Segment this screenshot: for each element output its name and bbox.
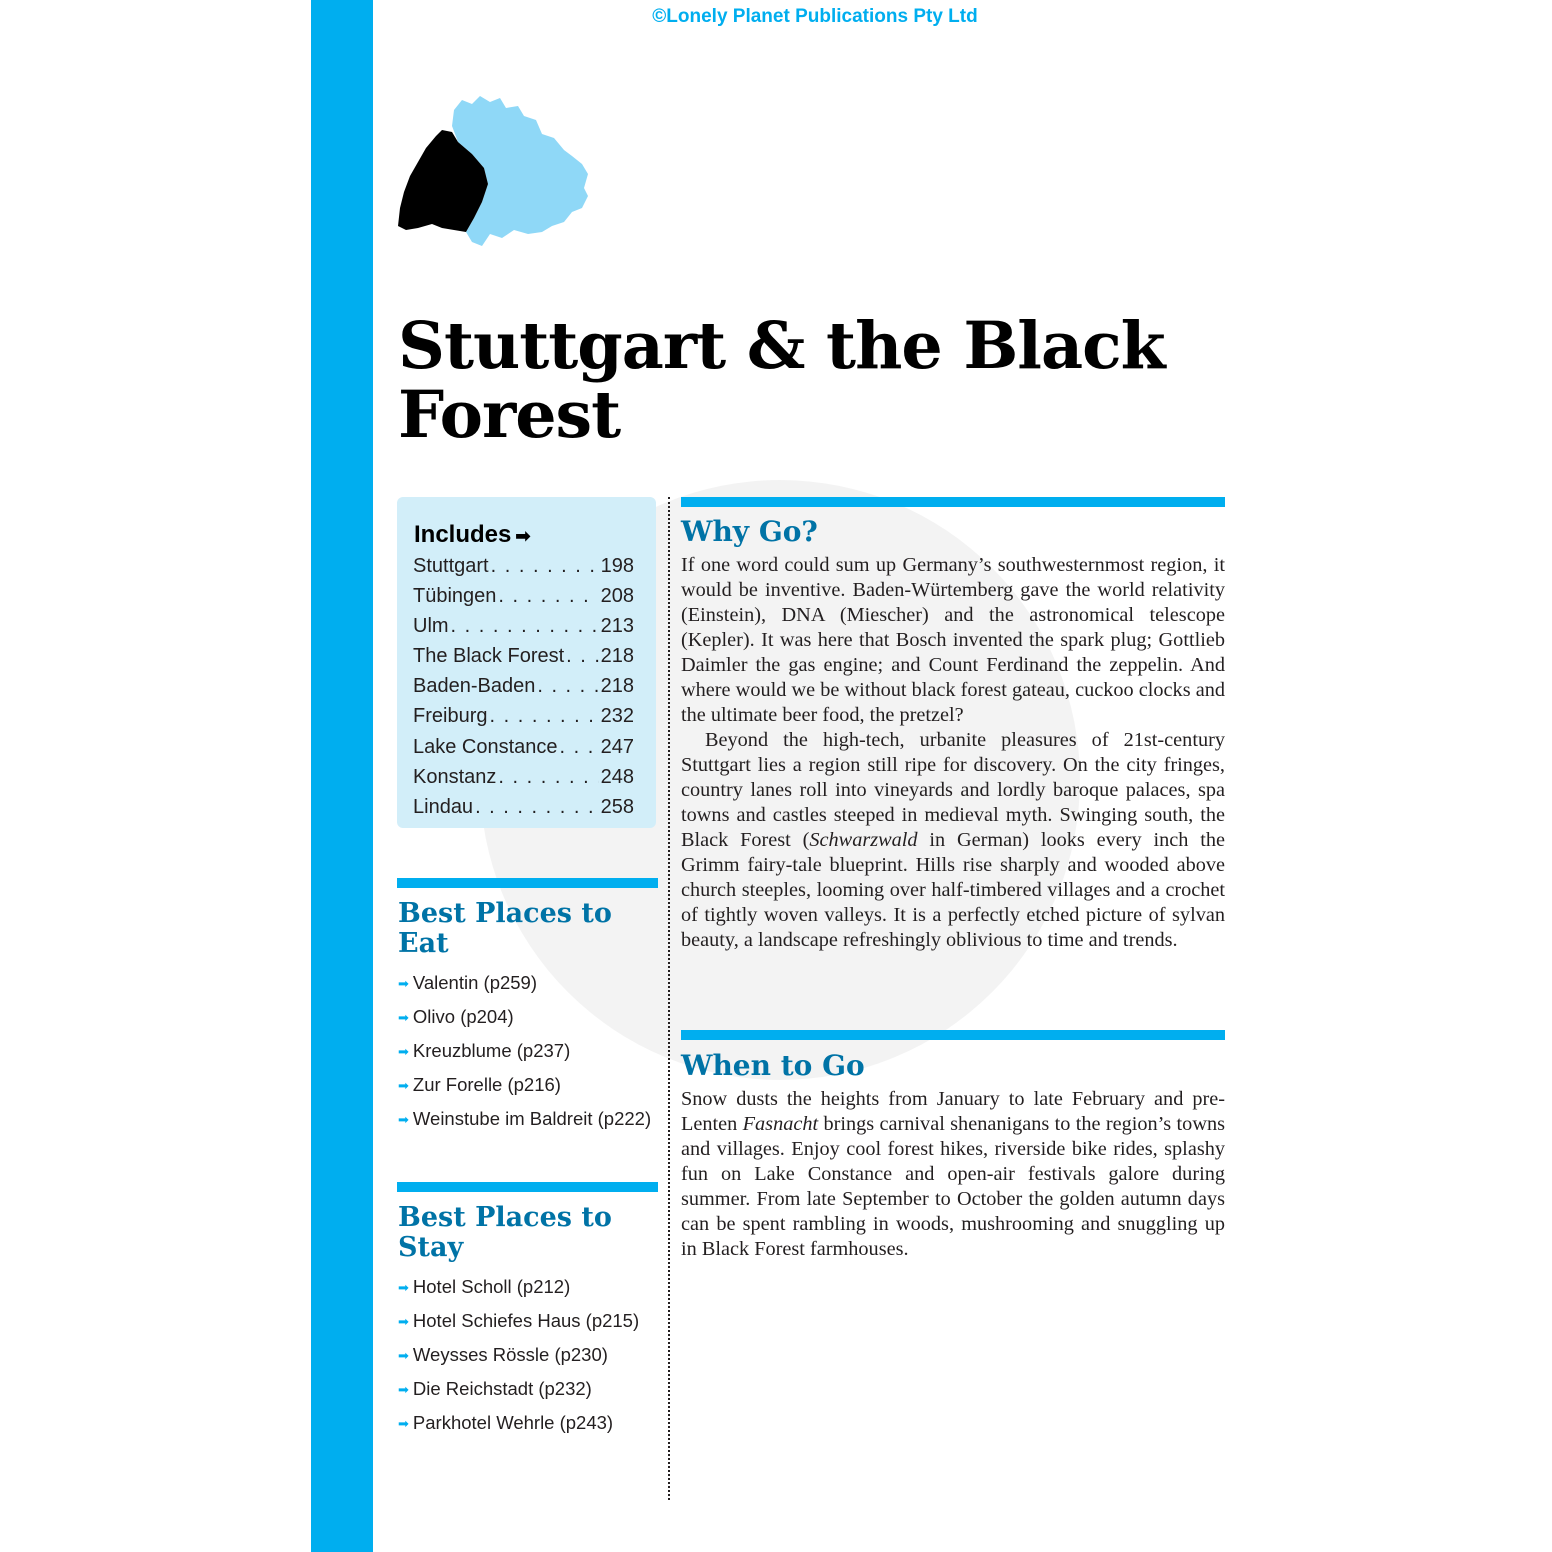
when-to-go-text — [681, 1087, 1225, 1262]
includes-item-page: 258 — [600, 795, 634, 818]
section-rule — [397, 878, 658, 888]
list-item[interactable] — [398, 1376, 658, 1402]
list-item[interactable] — [398, 1308, 658, 1334]
leader-dots — [491, 551, 599, 581]
leader-dots — [560, 732, 599, 762]
list-item-label: Zur Forelle (p216) — [412, 1074, 561, 1095]
list-item[interactable] — [398, 1004, 658, 1030]
section-rule — [681, 1030, 1225, 1040]
best-stay-list — [398, 1274, 658, 1444]
arrow-right-icon: ➡ — [398, 1280, 409, 1295]
includes-item-freiburg[interactable] — [413, 701, 634, 731]
arrow-right-icon: ➡ — [398, 976, 409, 991]
leader-dots — [537, 671, 598, 701]
includes-item-page: 248 — [600, 765, 634, 788]
section-rule — [681, 497, 1225, 507]
includes-item-page: 208 — [600, 585, 634, 608]
text-run: in German) looks every inch the Grimm fairy-tale blueprint. Hills rise sharply and wooded above church steeples, looming over half-timbered villages and a crochet of tightly woven valleys. It is a perfectly etched picture of sylvan beauty, a landscape refreshingly oblivious to time and trends. — [681, 829, 1225, 951]
list-item[interactable] — [398, 1038, 658, 1064]
why-go-paragraph-1: If one word could sum up Germany’s southwesternmost region, it would be inventive. Baden-Würtemberg gave the world relativity (Einstein), DNA (Miescher) and the astronomical telescope (Kepler). It was here that Bosch invented the spark plug; Gottlieb Daimler the gas engine; and Count Ferdinand the zeppelin. And where would we be without black forest gateau, cuckoo clocks and the ultimate beer food, the pretzel? — [681, 554, 1225, 726]
list-item-label: Weinstube im Baldreit (p222) — [412, 1108, 652, 1129]
list-item[interactable] — [398, 1106, 658, 1132]
includes-item-name: Ulm — [413, 615, 449, 638]
includes-item-page: 232 — [600, 705, 634, 728]
arrow-right-icon: ➡ — [398, 1382, 409, 1397]
why-go-text — [681, 553, 1225, 953]
best-stay-heading: Best Places to Stay — [398, 1202, 612, 1263]
best-eat-list — [398, 970, 658, 1140]
why-go-heading: Why Go? — [681, 515, 818, 548]
leader-dots — [498, 762, 598, 792]
text-run: Beyond the high-tech, urbanite pleasures of 21st-century Stuttgart lies a region still ripe for discovery. On the city fringes, country lanes roll into vineyards and lordly baroque palaces, spa towns and castles steeped in medieval myth. Swinging south, the Black Forest ( — [681, 729, 1225, 851]
includes-item-baden-baden[interactable] — [413, 671, 634, 701]
includes-box — [397, 497, 656, 828]
includes-item-name: Lindau — [413, 795, 474, 818]
includes-item-name: Baden-Baden — [413, 675, 536, 698]
leader-dots — [566, 641, 598, 671]
list-item[interactable] — [398, 970, 658, 996]
leader-dots — [451, 611, 599, 641]
includes-item-name: Freiburg — [413, 705, 488, 728]
leader-dots — [489, 701, 598, 731]
when-to-go-paragraph — [681, 1087, 1225, 1262]
arrow-right-icon: ➡ — [398, 1348, 409, 1363]
best-eat-heading: Best Places to Eat — [398, 898, 612, 959]
leader-dots — [475, 792, 599, 822]
includes-item-page: 218 — [600, 675, 634, 698]
list-item[interactable] — [398, 1342, 658, 1368]
chapter-sidebar-bar — [311, 0, 373, 1552]
italic-term: Schwarzwald — [809, 829, 918, 851]
list-item-label: Olivo (p204) — [412, 1006, 514, 1027]
column-divider — [668, 497, 670, 1500]
list-item-label: Weysses Rössle (p230) — [412, 1344, 608, 1365]
arrow-right-icon: ➡ — [398, 1314, 409, 1329]
arrow-right-icon: ➡ — [398, 1044, 409, 1059]
list-item-label: Hotel Schiefes Haus (p215) — [412, 1310, 640, 1331]
arrow-right-icon: ➡ — [398, 1112, 409, 1127]
list-item-label: Valentin (p259) — [412, 972, 538, 993]
when-to-go-heading: When to Go — [681, 1049, 865, 1082]
list-item[interactable] — [398, 1410, 658, 1436]
list-item-label: Hotel Scholl (p212) — [412, 1276, 571, 1297]
includes-item-stuttgart[interactable] — [413, 551, 634, 581]
section-rule — [397, 1182, 658, 1192]
includes-item-page: 247 — [600, 735, 634, 758]
includes-item-ulm[interactable] — [413, 611, 634, 641]
text-run: Snow dusts the heights from January to late February and pre-Lenten — [681, 1088, 1225, 1135]
includes-item-name: The Black Forest — [413, 645, 565, 668]
includes-item-page: 213 — [600, 615, 634, 638]
list-item[interactable] — [398, 1274, 658, 1300]
arrow-right-icon: ➡ — [398, 1010, 409, 1025]
list-item-label: Kreuzblume (p237) — [412, 1040, 571, 1061]
copyright-notice: ©Lonely Planet Publications Pty Ltd — [652, 6, 978, 27]
includes-item-name: Tübingen — [413, 585, 497, 608]
arrow-right-icon: ➡ — [515, 526, 531, 546]
includes-item-page: 198 — [600, 555, 634, 577]
includes-item-name: Konstanz — [413, 765, 497, 788]
includes-item-lake-constance[interactable] — [413, 732, 634, 762]
list-item[interactable] — [398, 1072, 658, 1098]
includes-heading-label: Includes — [414, 521, 512, 548]
includes-list — [413, 551, 634, 822]
includes-item-tuebingen[interactable] — [413, 581, 634, 611]
includes-item-black-forest[interactable] — [413, 641, 634, 671]
locator-map-icon — [396, 92, 592, 248]
includes-item-konstanz[interactable] — [413, 762, 634, 792]
arrow-right-icon: ➡ — [398, 1416, 409, 1431]
includes-heading — [414, 521, 530, 549]
includes-item-page: 218 — [600, 645, 634, 668]
chapter-title: Stuttgart & the Black Forest — [398, 308, 1165, 453]
list-item-label: Die Reichstadt (p232) — [412, 1378, 592, 1399]
arrow-right-icon: ➡ — [398, 1078, 409, 1093]
list-item-label: Parkhotel Wehrle (p243) — [412, 1412, 614, 1433]
why-go-paragraph-2 — [681, 728, 1225, 953]
text-run: brings carnival shenanigans to the region’s towns and villages. Enjoy cool forest hikes, riverside bike rides, splashy fun on Lake Constance and open-air festivals galore during summer. From late September to October the golden autumn days can be spent rambling in woods, mushrooming and snuggling up in Black Forest farmhouses. — [681, 1113, 1225, 1260]
includes-item-name: Stuttgart — [413, 555, 489, 577]
includes-item-name: Lake Constance — [413, 735, 558, 758]
italic-term: Fasnacht — [742, 1113, 819, 1135]
leader-dots — [498, 581, 598, 611]
includes-item-lindau[interactable] — [413, 792, 634, 822]
